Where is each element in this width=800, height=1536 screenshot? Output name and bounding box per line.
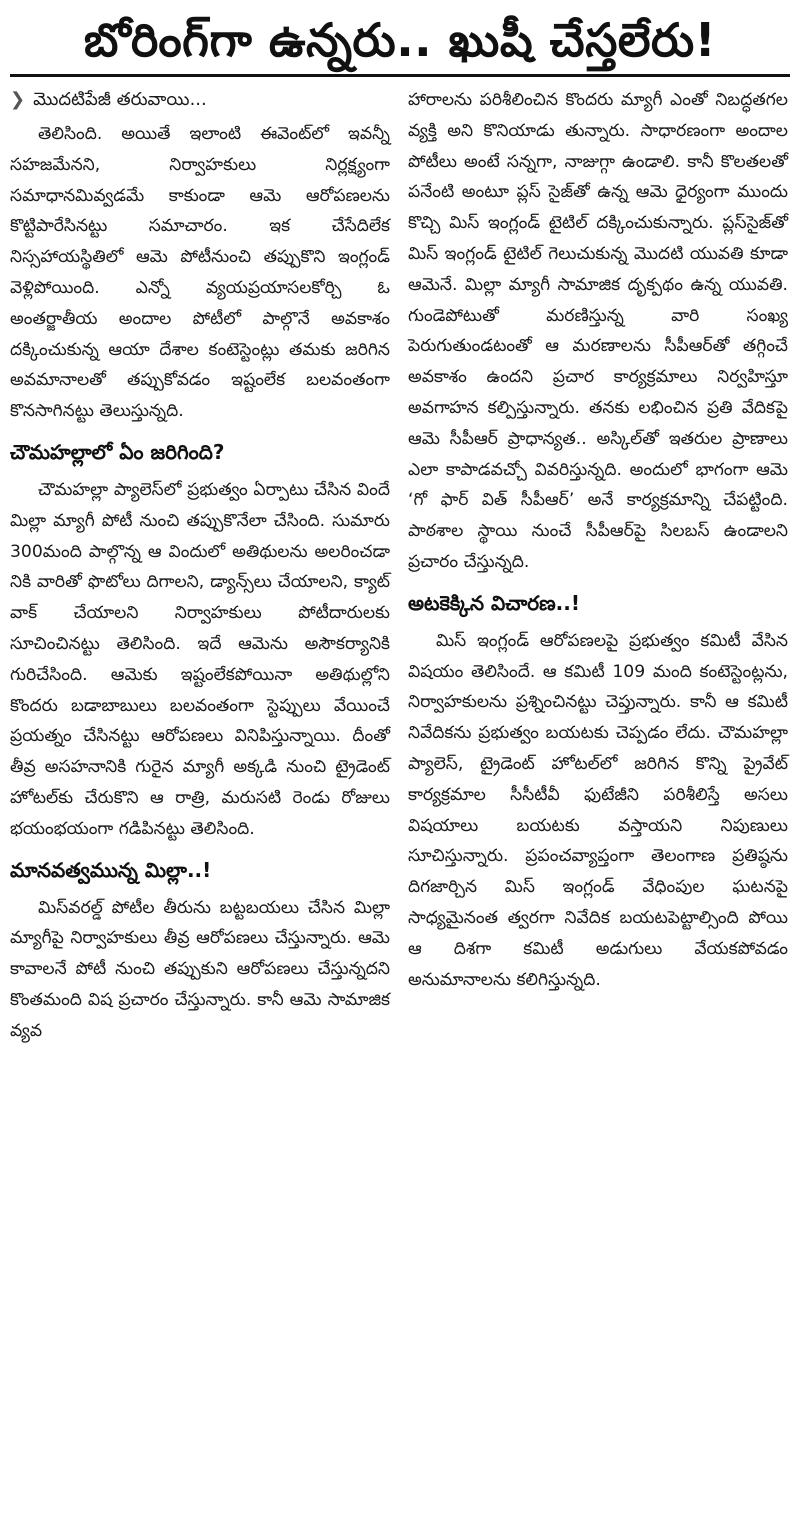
kicker-text: మొదటిపేజీ తరువాయి... bbox=[33, 89, 207, 110]
intro-paragraph: తెలిసింది. అయితే ఇలాంటి ఈవెంట్‌లో ఇవన్నీ సహజమేనని, నిర్వాహకులు నిర్లక్ష్యంగా సమాధానమివ్వడమే కాకుండా ఆమె ఆరోపణలను కొట్టిపారేసినట్టు సమాచారం. ఇక చేసేదిలేక నిస్సహాయస్థితిలో ఆమె పోటీనుంచి తప్పుకొని ఇంగ్లండ్ వెళ్లిపోయింది. ఎన్నో వ్యయప్రయాసలకోర్చి ఓ అంతర్జాతీయ అందాల పోటీలో పాల్గొనే అవకాశం దక్కించుకున్న ఆయా దేశాల కంటెస్టెంట్లు తమకు జరిగిన అవమానాలతో తప్పుకోవడం ఇష్టంలేక బలవంతంగా కొనసాగినట్టు తెలుస్తున్నది. bbox=[10, 124, 390, 422]
right-column bbox=[408, 85, 788, 1057]
newspaper-page bbox=[0, 10, 800, 1536]
subheading-chowmahalla: చౌమహల్లాలో ఏం జరిగింది? bbox=[10, 439, 225, 464]
headline: బోరింగ్‌గా ఉన్నరు.. ఖుషీ చేస్తలేరు! bbox=[83, 13, 717, 67]
inquiry-paragraph: మిస్ ఇంగ్లండ్ ఆరోపణలపై ప్రభుత్వం కమిటీ వేసిన విషయం తెలిసిందే. ఆ కమిటీ 109 మంది కంటెస్టెంట్లను, నిర్వాహకులను ప్రశ్నించినట్టు చెప్తున్నారు. కానీ ఆ కమిటీ నివేదికను ప్రభుత్వం బయటకు చెప్పడం లేదు. చౌమహల్లా ప్యాలెస్, ట్రైడెంట్ హోటల్‌లో జరిగిన కొన్ని ప్రైవేట్ కార్యక్రమాల సీసీటీవీ ఫుటేజీని పరిశీలిస్తే అసలు విషయాలు బయటకు వస్తాయని నిపుణులు సూచిస్తున్నారు. ప్రపంచవ్యాప్తంగా తెలంగాణ ప్రతిష్ఠను దిగజార్చిన మిస్ ఇంగ్లండ్ వేధింపుల ఘటనపై సాధ్యమైనంత త్వరగా నివేదిక బయటపెట్టాల్సింది పోయి ఆ దిశగా కమిటీ అడుగులు వేయకపోవడం అనుమానాలను కలిగిస్తున్నది. bbox=[408, 630, 788, 990]
subheading-humanity: మానవత్వమున్న మిల్లా..! bbox=[10, 857, 212, 882]
humanity-paragraph: మిస్‌వరల్డ్ పోటీల తీరును బట్టబయలు చేసిన మిల్లా మ్యాగీపై నిర్వాహకులు తీవ్ర ఆరోపణలు చేస్తున్నారు. ఆమె కావాలనే పోటీ నుంచి తప్పుకుని ఆరోపణలు చేస్తున్నదని కొంతమంది విష ప్రచారం చేస్తున్నారు. కానీ ఆమె సామాజిక వ్యవ bbox=[10, 897, 390, 1041]
left-column bbox=[10, 85, 390, 1057]
chowmahalla-paragraph: చౌమహల్లా ప్యాలెస్‌లో ప్రభుత్వం ఏర్పాటు చేసిన విందే మిల్లా మ్యాగీ పోటీ నుంచి తప్పుకొనేలా చేసింది. సుమారు 300మంది పాల్గొన్న ఆ విందులో అతిథులను అలరించడా నికి వారితో ఫొటోలు దిగాలని, డ్యాన్స్‌లు చేయాలని, క్యాట్ వాక్ చేయాలని నిర్వాహకులు పోటీదారులకు సూచించినట్టు తెలిసింది. ఇదే ఆమెను అసౌకర్యానికి గురిచేసింది. ఆమెకు ఇష్టంలేకపోయినా అతిథుల్లోని కొందరు బడాబాబులు బలవంతంగా స్టెప్పులు వేయించే ప్రయత్నం చేసినట్టు ఆరోపణలు వినిపిస్తున్నాయి. దీంతో తీవ్ర అసహనానికి గురైన మ్యాగీ అక్కడి నుంచి ట్రైడెంట్ హోటల్‌కు చేరుకొని ఆ రాత్రి, మరుసటి రెండు రోజులు భయంభయంగా గడిపినట్టు తెలిసింది. bbox=[10, 479, 390, 839]
humanity-paragraph-continued: హారాలను పరిశీలించిన కొందరు మ్యాగీ ఎంతో నిబద్ధతగల వ్యక్తి అని కొనియాడు తున్నారు. సాధారణంగా అందాల పోటీలు అంటే సన్నగా, నాజుగ్గా ఉండాలి. కానీ కొలతలతో పనేంటి అంటూ ప్లస్ సైజ్‌తో ఉన్న ఆమె ధైర్యంగా ముందు కొచ్చి మిస్ ఇంగ్లండ్ టైటిల్ దక్కించుకున్నారు. ప్లస్‌సైజ్‌తో మిస్ ఇంగ్లండ్ టైటిల్ గెలుచుకున్న మొదటి యువతి కూడా ఆమెనే. మిల్లా మ్యాగీ సామాజిక దృక్పథం ఉన్న యువతి. గుండెపోటుతో మరణిస్తున్న వారి సంఖ్య పెరుగుతుండటంతో ఆ మరణాలను సీపీఆర్‌తో తగ్గించే అవకాశం ఉందని ప్రచార కార్యక్రమాలు నిర్వహిస్తూ అవగాహన కల్పిస్తున్నారు. తనకు లభించిన ప్రతి వేదికపై ఆమె సీపీఆర్ ప్రాధాన్యత.. అస్కిల్‌తో ఇతరుల ప్రాణాలు ఎలా కాపాడవచ్చో వివరిస్తున్నది. అందులో భాగంగా ఆమె ‘గో ఫార్ విత్ సీపీఆర్’ అనే కార్యక్రమాన్ని చేపట్టింది. పాఠశాల స్థాయి నుంచే సీపీఆర్‌పై సిలబస్ ఉండాలని ప్రచారం చేస్తున్నది. bbox=[408, 90, 788, 572]
article-columns bbox=[10, 85, 790, 1057]
chevron-right-icon: ❯ bbox=[10, 89, 26, 110]
continued-kicker bbox=[10, 85, 390, 115]
headline-rule bbox=[10, 74, 790, 77]
subheading-inquiry: అటకెక్కిన విచారణ..! bbox=[408, 590, 580, 615]
